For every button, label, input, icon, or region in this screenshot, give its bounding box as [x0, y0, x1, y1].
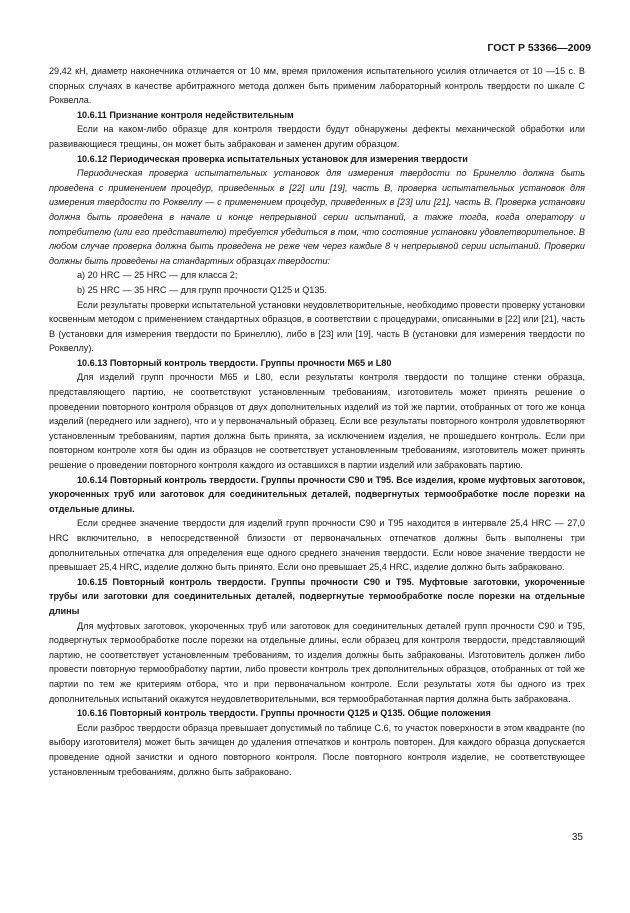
- section-heading-10-6-13: 10.6.13 Повторный контроль твердости. Группы прочности M65 и L80: [77, 357, 392, 368]
- page-number: 35: [571, 832, 583, 843]
- paragraph: Для муфтовых заготовок, укороченных труб или заготовок для соединительных деталей групп прочности C90 и T95, подвергнутых термообработке после порезки на отдельные длины, если образец для контроля твердости, представляющий партию, не соответствует установленным требованиям, то изделия должны быть забракованы. Изготовитель должен либо провести повторную термообработку партии, либо провести контроль трех дополнительных образцов, отобранных от той же партии по тем же критериям отбора, что и при первоначальном контроле. Если результаты хотя бы одного из трех дополнительных испытаний окажутся неудовлетворительными, вся термообработанная партия должна быть забракована.: [49, 620, 585, 704]
- paragraph: Если разброс твердости образца превышает допустимый по таблице С.6, то участок поверхности в этом квадранте (по выбору изготовителя) может быть зачищен до удаления отпечатков и контроль повторен. Для каждого образца допускается проведение одной зачистки и одного повторного контроля. После повторного контроля изделие, не соответствующее установленным требованиям, должно быть забраковано.: [49, 722, 585, 777]
- section-heading-10-6-16: 10.6.16 Повторный контроль твердости. Группы прочности Q125 и Q135. Общие положения: [77, 708, 491, 719]
- list-item-b: b) 25 HRC — 35 HRC — для групп прочности Q125 и Q135.: [77, 284, 327, 295]
- section-heading-10-6-11: 10.6.11 Признание контроля недействительным: [77, 109, 294, 120]
- list-item-a: a) 20 HRC — 25 HRC — для класса 2;: [77, 270, 238, 281]
- document-body: [49, 64, 585, 779]
- paragraph: Если среднее значение твердости для изделий групп прочности C90 и T95 находится в интервале 25,4 HRC — 27,0 HRC включительно, в непосредственной близости от первоначальных отпечатков должны быть выполнены три дополнительных отпечатка для определения еще одного среднего значения твердости. Если новое значение твердости не превышает 25,4 HRC, изделие должно быть принято. Если оно превышает 25,4 HRC, изделие должно быть забраковано.: [49, 518, 585, 573]
- paragraph: Если на каком-либо образце для контроля твердости будут обнаружены дефекты механической обработки или развивающиеся трещины, он может быть забракован и заменен другим образцом.: [49, 124, 585, 149]
- paragraph-continuation: 29,42 кН, диаметр наконечника отличается от 10 мм, время приложения испытательного усилия отличается от 10 —15 с. В спорных случаях в качестве арбитражного метода должен быть применим лабораторный контроль твердости по шкале С Роквелла.: [49, 66, 585, 106]
- section-heading-10-6-14: 10.6.14 Повторный контроль твердости. Группы прочности C90 и T95. Все изделия, кроме муфтовых заготовок, укороченных труб или заготовок для соединительных деталей, подвергнутых термообработке после порезки на отдельные длины.: [49, 474, 585, 514]
- section-heading-10-6-12: 10.6.12 Периодическая проверка испытательных установок для измерения твердости: [77, 153, 468, 164]
- paragraph: Для изделий групп прочности M65 и L80, если результаты контроля твердости по толщине стенки образца, представляющего партию, не соответствуют установленным требованиям, изготовитель может принять решение о проведении повторного контроля образцов от двух дополнительных изделий из той же партии, отобранных от того же конца изделий (переднего или заднего), что и у первоначальный образец. Если все результаты повторного контроля удовлетворяют установленным требованиям, партия должна быть принята, за исключением изделия, не прошедшего контроль. Если при повторном контроле хотя бы один из образцов не соответствует установленным требованиям, изготовитель может принять решение о проведении повторного контроля каждого из оставшихся в партии изделий или забраковать партию.: [49, 372, 585, 471]
- paragraph: Если результаты проверки испытательной установки неудовлетворительные, необходимо провести проверку установки косвенным методом с применением стандартных образцов, в соответствии с процедурами, описанными в [22] или [21], часть В (установки для измерения твердости по Бринеллю), либо в [23] или [19], часть B (установки для измерения твердости по Роквеллу).: [49, 299, 585, 354]
- paragraph-italic: Периодическая проверка испытательных установок для измерения твердости по Бринеллю должна быть проведена с применением процедур, приведенных в [22] или [19], часть B, проверка испытательных установок для измерения твердости по Роквеллу — с применением процедур, приведенных в [23] или [21], часть B. Проверка установки должна быть проведена в начале и конце непрерывной серии испытаний, а также тогда, когда оператору и потребителю (или его представителю) требуется убедиться в том, что состояние установки удовлетворительное. В любом случае проверка должна быть проведена не реже чем через каждые 8 ч непрерывной серии испытаний. Проверки должны быть проведены на стандартных образцах твердости:: [49, 168, 585, 266]
- document-code: ГОСТ Р 53366—2009: [487, 42, 591, 54]
- section-heading-10-6-15: 10.6.15 Повторный контроль твердости. Группы прочности C90 и T95. Муфтовые заготовки, укороченные трубы или заготовки для соединительных деталей, подвергнутые термообработке после порезки на отдельные длины: [49, 576, 585, 616]
